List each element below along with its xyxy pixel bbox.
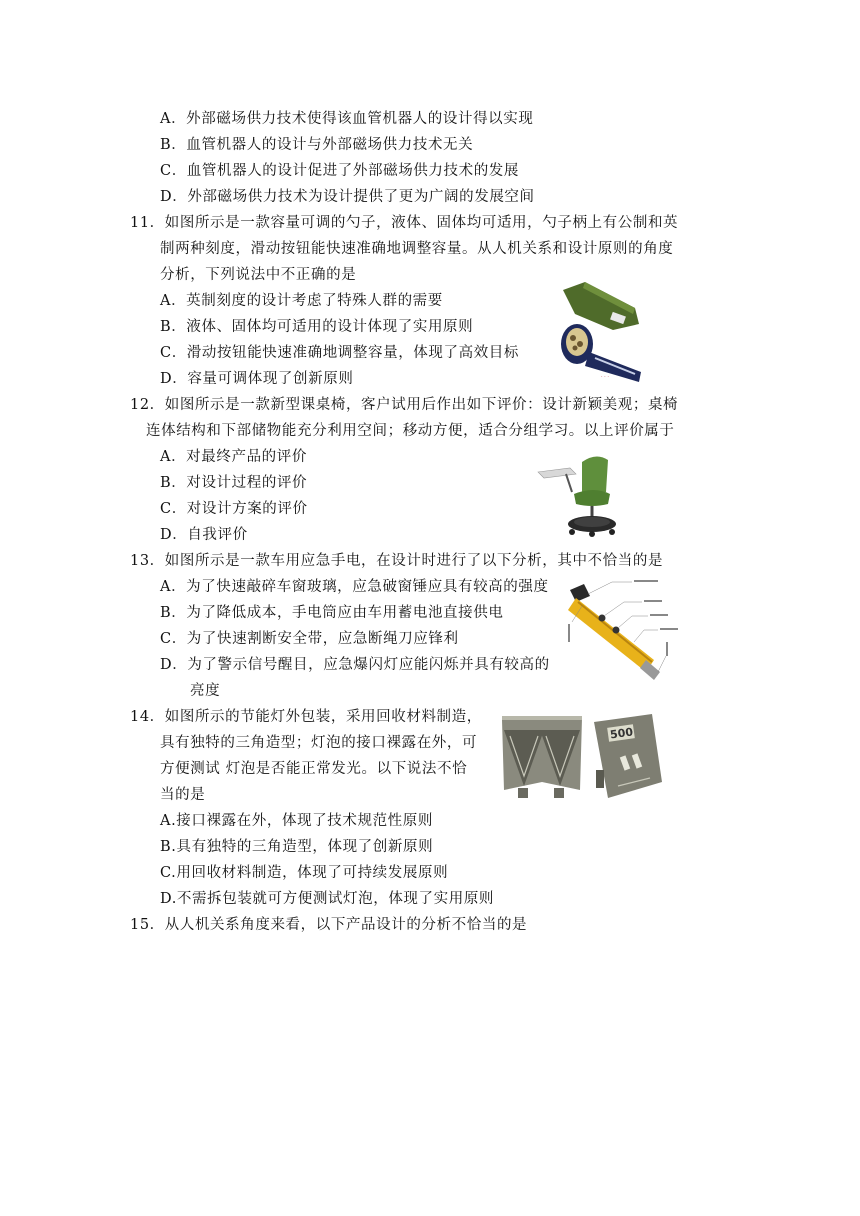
q14-stem-line3: 方便测试 灯泡是否能正常发光。以下说法不恰 bbox=[160, 761, 468, 777]
q14-option-c: C.用回收材料制造，体现了可持续发展原则 bbox=[160, 865, 449, 881]
q11-stem-line3: 分析，下列说法中不正确的是 bbox=[160, 267, 357, 283]
q10-option-a: A．外部磁场供力技术使得该血管机器人的设计得以实现 bbox=[160, 111, 534, 127]
q12-stem-line1: 12．如图所示是一款新型课桌椅，客户试用后作出如下评价：设计新颖美观；桌椅 bbox=[130, 397, 679, 413]
q13-option-d-line1: D．为了警示信号醒目，应急爆闪灯应能闪烁并具有较高的 bbox=[160, 657, 550, 673]
q12-stem-line2: 连体结构和下部储物能充分利用空间；移动方便，适合分组学习。以上评价属于 bbox=[146, 423, 675, 439]
package-wattage-label: 500 bbox=[609, 725, 634, 742]
q11-option-c: C．滑动按钮能快速准确地调整容量，体现了高效目标 bbox=[160, 345, 519, 361]
emergency-flashlight-figure bbox=[562, 576, 682, 680]
q11-option-b: B．液体、固体均可适用的设计体现了实用原则 bbox=[160, 319, 474, 335]
q13-option-d-line2: 亮度 bbox=[190, 683, 221, 699]
q11-option-d: D．容量可调体现了创新原则 bbox=[160, 371, 354, 387]
q15-stem: 15．从人机关系角度来看，以下产品设计的分析不恰当的是 bbox=[130, 917, 528, 933]
q11-option-a: A．英制刻度的设计考虑了特殊人群的需要 bbox=[160, 293, 443, 309]
q11-stem-line1: 11．如图所示是一款容量可调的勺子，液体、固体均可适用，勺子柄上有公制和英 bbox=[130, 215, 679, 231]
q14-stem-line2: 具有独特的三角造型；灯泡的接口裸露在外，可 bbox=[160, 735, 478, 751]
q14-stem-line4: 当的是 bbox=[160, 787, 206, 803]
q13-stem: 13．如图所示是一款车用应急手电，在设计时进行了以下分析，其中不恰当的是 bbox=[130, 553, 664, 569]
q14-option-d: D.不需拆包装就可方便测试灯泡，体现了实用原则 bbox=[160, 891, 495, 907]
desk-chair-figure bbox=[536, 452, 622, 542]
q11-stem-line2: 制两种刻度，滑动按钮能快速准确地调整容量。从人机关系和设计原则的角度 bbox=[160, 241, 674, 257]
q12-option-c: C．对设计方案的评价 bbox=[160, 501, 308, 517]
q10-option-d: D．外部磁场供力技术为设计提供了更为广阔的发展空间 bbox=[160, 189, 535, 205]
q14-option-a: A.接口裸露在外，体现了技术规范性原则 bbox=[160, 813, 433, 829]
q10-option-b: B．血管机器人的设计与外部磁场供力技术无关 bbox=[160, 137, 474, 153]
q12-option-d: D．自我评价 bbox=[160, 527, 248, 543]
q13-option-c: C．为了快速割断安全带，应急断绳刀应锋利 bbox=[160, 631, 459, 647]
bulb-packaging-figure bbox=[490, 710, 668, 804]
svg-text:· · ·: · · · bbox=[601, 374, 609, 380]
q13-option-b: B．为了降低成本，手电筒应由车用蓄电池直接供电 bbox=[160, 605, 504, 621]
q10-option-c: C．血管机器人的设计促进了外部磁场供力技术的发展 bbox=[160, 163, 519, 179]
adjustable-spoon-figure bbox=[555, 278, 645, 384]
q14-stem-line1: 14．如图所示的节能灯外包装，采用回收材料制造， bbox=[130, 709, 482, 725]
q14-option-b: B.具有独特的三角造型，体现了创新原则 bbox=[160, 839, 434, 855]
q12-option-b: B．对设计过程的评价 bbox=[160, 475, 308, 491]
q12-option-a: A．对最终产品的评价 bbox=[160, 449, 307, 465]
q13-option-a: A．为了快速敲碎车窗玻璃，应急破窗锤应具有较高的强度 bbox=[160, 579, 549, 595]
